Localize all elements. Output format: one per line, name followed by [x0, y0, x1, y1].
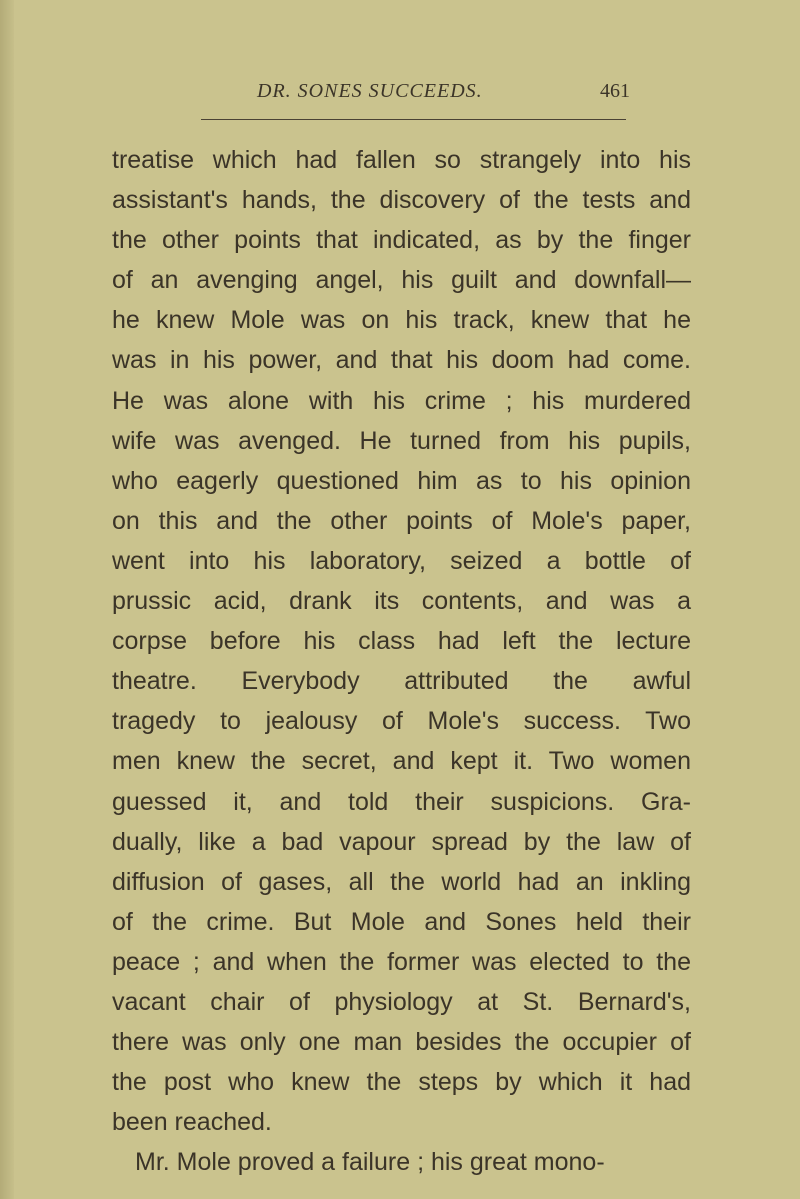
text-line: wife was avenged. He turned from his pupils, — [112, 426, 691, 455]
page-edge-shadow — [0, 0, 14, 1199]
text-line: He was alone with his crime ; his murdered — [112, 386, 691, 415]
text-line: of the crime. But Mole and Sones held their — [112, 907, 691, 936]
text-line: been reached. — [112, 1108, 272, 1137]
text-line: the post who knew the steps by which it had — [112, 1068, 691, 1097]
text-line: guessed it, and told their suspicions. Gra- — [112, 787, 691, 816]
body-text — [112, 140, 691, 1182]
text-line: went into his laboratory, seized a bottle of — [112, 546, 691, 575]
text-line: corpse before his class had left the lecture — [112, 627, 691, 656]
text-line: Mr. Mole proved a failure ; his great mono- — [135, 1148, 605, 1177]
text-line: vacant chair of physiology at St. Bernard's, — [112, 987, 691, 1016]
page-number: 461 — [600, 80, 630, 102]
text-line: assistant's hands, the discovery of the tests and — [112, 186, 691, 215]
text-line: men knew the secret, and kept it. Two women — [112, 747, 691, 776]
text-line: who eagerly questioned him as to his opinion — [112, 466, 691, 495]
header-rule — [201, 119, 626, 120]
text-line: on this and the other points of Mole's paper, — [112, 506, 691, 535]
text-line: treatise which had fallen so strangely into his — [112, 146, 691, 174]
text-line: peace ; and when the former was elected to the — [112, 947, 691, 976]
text-line: diffusion of gases, all the world had an inkling — [112, 867, 691, 896]
text-line: was in his power, and that his doom had come. — [112, 346, 691, 375]
text-line: of an avenging angel, his guilt and downfall— — [112, 266, 691, 295]
text-line: he knew Mole was on his track, knew that he — [112, 306, 691, 335]
text-line: tragedy to jealousy of Mole's success. Two — [112, 707, 691, 736]
text-line: the other points that indicated, as by the finger — [112, 226, 691, 255]
text-line: dually, like a bad vapour spread by the law of — [112, 827, 691, 856]
text-line: there was only one man besides the occupier of — [112, 1028, 691, 1057]
text-line: prussic acid, drank its contents, and was a — [112, 587, 691, 616]
text-line: theatre. Everybody attributed the awful — [112, 667, 691, 696]
running-header: DR. SONES SUCCEEDS. — [257, 80, 483, 102]
